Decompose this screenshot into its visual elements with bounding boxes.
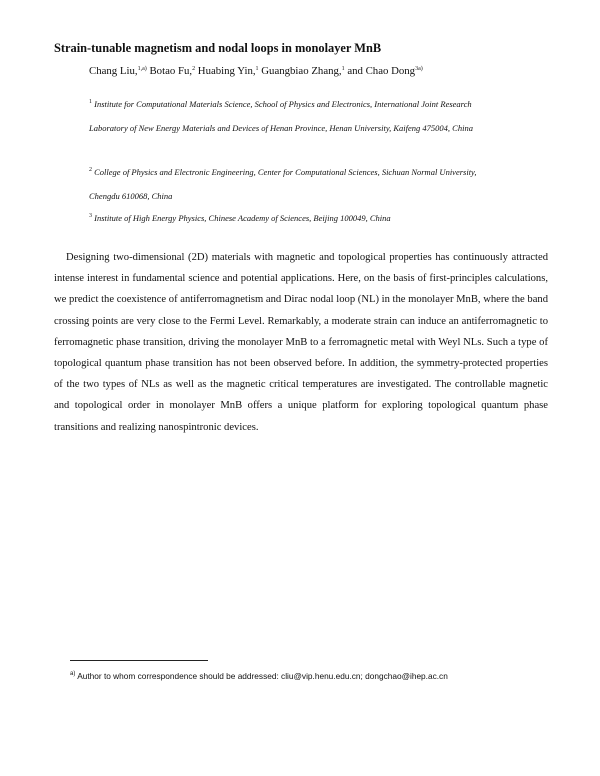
affiliation-mark: 3 [89, 213, 92, 219]
affiliation-text: College of Physics and Electronic Engineering, Center for Computational Sciences, Sichuan Normal University, Chengdu 610068, China [89, 167, 477, 201]
affiliation-mark: 1 [89, 99, 92, 105]
footnote-mark: a) [70, 671, 76, 677]
author-name: Huabing Yin, [197, 65, 256, 77]
author-name: and Chao Dong [347, 65, 416, 77]
footnote-divider [70, 660, 208, 661]
author-affiliation-mark: 1 [341, 66, 345, 72]
author-affiliation-mark: 1,a) [137, 66, 147, 72]
correspondence-footnote [70, 670, 550, 682]
affiliation-3 [89, 206, 509, 230]
author-list [89, 64, 549, 78]
author-affiliation-mark: 1 [255, 66, 259, 72]
author-name: Guangbiao Zhang, [261, 65, 342, 77]
abstract-paragraph: Designing two-dimensional (2D) materials with magnetic and topological properties has continuously attracted intense interest in fundamental science and potential applications. Here, on the basis of first-principles calculations, we predict the coexistence of antiferromagnetism and Dirac nodal loop (NL) in the monolayer MnB, where the band crossing points are very close to the Fermi Level. Remarkably, a moderate strain can induce an antiferromagnetic to ferromagnetic phase transition, driving the monolayer MnB to a ferromagnetic metal with Weyl NLs. Such a type of topological quantum phase transition has not been observed before. In addition, the symmetry-protected properties of the two types of NLs as well as the magnetic critical temperatures are investigated. The controllable magnetic and topological order in monolayer MnB offers a unique platform for exploring topological quantum phase transitions and realizing nanospintronic devices. [54, 252, 548, 433]
footnote-text: Author to whom correspondence should be addressed: cliu@vip.henu.edu.cn; dongchao@ihep.ac.cn [75, 671, 448, 681]
affiliation-mark: 2 [89, 167, 92, 173]
author-affiliation-mark: 3a) [415, 66, 423, 72]
author-affiliation-mark: 2 [192, 66, 196, 72]
author-name: Chang Liu, [89, 65, 138, 77]
paper-title: Strain-tunable magnetism and nodal loops in monolayer MnB [54, 41, 382, 55]
affiliation-text: Institute of High Energy Physics, Chinese Academy of Sciences, Beijing 100049, China [94, 213, 391, 223]
affiliation-1 [89, 92, 509, 140]
author-name: Botao Fu, [149, 65, 193, 77]
affiliation-2 [89, 160, 509, 208]
affiliation-text: Institute for Computational Materials Science, School of Physics and Electronics, International Joint Research Laboratory of New Energy Materials and Devices of Henan Province, Henan University, Kaifeng 475004, China [89, 99, 473, 133]
